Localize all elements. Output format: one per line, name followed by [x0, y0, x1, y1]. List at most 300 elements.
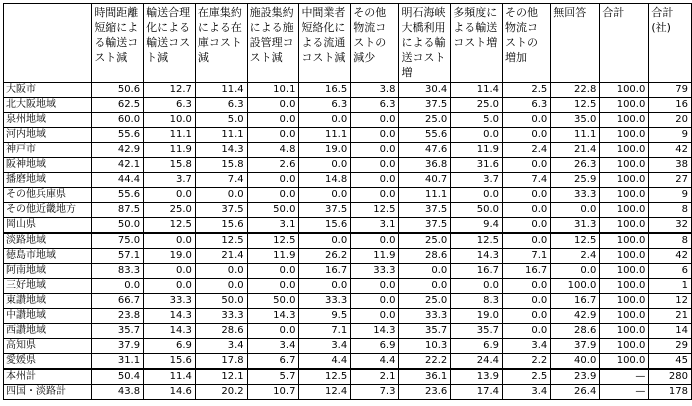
value-cell: 19.0 [144, 249, 196, 264]
data-table-container [3, 3, 692, 400]
column-header: その他物流コストの減少 [351, 4, 399, 83]
value-cell: 30.4 [399, 83, 451, 98]
value-cell: 0.0 [247, 173, 299, 188]
value-cell: 11.1 [399, 188, 451, 203]
value-cell: 9 [649, 188, 692, 203]
value-cell: 4.4 [299, 354, 351, 370]
value-cell: 87.5 [92, 203, 144, 218]
value-cell: 6 [649, 264, 692, 279]
value-cell: 50.0 [92, 218, 144, 234]
value-cell: 3.4 [503, 339, 551, 354]
value-cell: 100.0 [600, 128, 649, 143]
value-cell: 100.0 [600, 339, 649, 354]
value-cell: 11.1 [144, 128, 196, 143]
column-header: 時間距離短縮による輸送コスト減 [92, 4, 144, 83]
row-label: 河内地域 [4, 128, 92, 143]
value-cell: 6.3 [503, 98, 551, 113]
value-cell: 0.0 [299, 233, 351, 249]
value-cell: 100.0 [600, 324, 649, 339]
value-cell: 16.7 [451, 264, 503, 279]
value-cell: 6.3 [144, 98, 196, 113]
value-cell: 40.7 [399, 173, 451, 188]
value-cell: 42.1 [92, 158, 144, 173]
value-cell: 25.0 [399, 233, 451, 249]
value-cell: 8.3 [451, 294, 503, 309]
value-cell: 16.7 [551, 294, 600, 309]
value-cell: 0.0 [247, 188, 299, 203]
value-cell: 21.4 [195, 249, 247, 264]
table-row [4, 113, 692, 128]
value-cell: 10.3 [399, 339, 451, 354]
value-cell: 6.3 [195, 98, 247, 113]
value-cell: 31.6 [451, 158, 503, 173]
value-cell: 0.0 [144, 188, 196, 203]
value-cell: 11.9 [247, 249, 299, 264]
value-cell: 10.7 [247, 385, 299, 400]
value-cell: 40.0 [551, 354, 600, 370]
value-cell: 55.6 [399, 128, 451, 143]
value-cell: 0.0 [351, 279, 399, 294]
value-cell: 3.4 [503, 385, 551, 400]
value-cell: 280 [649, 369, 692, 385]
value-cell: 5.7 [247, 369, 299, 385]
value-cell: 12.5 [195, 233, 247, 249]
value-cell: 15.6 [299, 218, 351, 234]
value-cell: 50.0 [247, 294, 299, 309]
value-cell: 75.0 [92, 233, 144, 249]
value-cell: — [600, 369, 649, 385]
value-cell: 12.7 [144, 83, 196, 98]
value-cell: 0.0 [551, 264, 600, 279]
value-cell: 3.8 [351, 83, 399, 98]
value-cell: 3.4 [299, 339, 351, 354]
value-cell: 0.0 [399, 264, 451, 279]
value-cell: 11.4 [451, 83, 503, 98]
value-cell: 26.3 [551, 158, 600, 173]
value-cell: 79 [649, 83, 692, 98]
value-cell: 100.0 [600, 249, 649, 264]
value-cell: 37.9 [92, 339, 144, 354]
value-cell: 0.0 [451, 188, 503, 203]
table-row [4, 369, 692, 385]
value-cell: 35.7 [92, 324, 144, 339]
header-corner-cell [4, 4, 92, 83]
value-cell: 35.7 [451, 324, 503, 339]
value-cell: 0.0 [351, 173, 399, 188]
value-cell: 55.6 [92, 188, 144, 203]
column-header: その他物流コストの増加 [503, 4, 551, 83]
value-cell: 12.5 [144, 218, 196, 234]
value-cell: 60.0 [92, 113, 144, 128]
value-cell: 42 [649, 249, 692, 264]
table-row [4, 309, 692, 324]
value-cell: 2.1 [351, 369, 399, 385]
value-cell: 44.4 [92, 173, 144, 188]
column-header: 多頻度による輸送コスト増 [451, 4, 503, 83]
row-label: 泉州地域 [4, 113, 92, 128]
value-cell: 15.8 [144, 158, 196, 173]
value-cell: 23.6 [399, 385, 451, 400]
value-cell: 0.0 [195, 279, 247, 294]
value-cell: 0.0 [299, 113, 351, 128]
value-cell: 31.3 [551, 218, 600, 234]
row-label: その他近畿地方 [4, 203, 92, 218]
value-cell: 0.0 [351, 309, 399, 324]
value-cell: 66.7 [92, 294, 144, 309]
value-cell: 2.2 [503, 354, 551, 370]
value-cell: 100.0 [600, 264, 649, 279]
value-cell: 23.8 [92, 309, 144, 324]
row-label: 愛媛県 [4, 354, 92, 370]
table-body [4, 83, 692, 400]
column-header: 中間業者短絡化による流通コスト減 [299, 4, 351, 83]
row-label: 淡路地域 [4, 233, 92, 249]
value-cell: 9.5 [299, 309, 351, 324]
table-row [4, 294, 692, 309]
value-cell: 8 [649, 233, 692, 249]
value-cell: 35.7 [399, 324, 451, 339]
value-cell: 0.0 [144, 233, 196, 249]
value-cell: 33.3 [299, 294, 351, 309]
value-cell: 0.0 [247, 128, 299, 143]
value-cell: 0.0 [503, 128, 551, 143]
value-cell: 0.0 [503, 324, 551, 339]
value-cell: 11.1 [551, 128, 600, 143]
value-cell: 100.0 [600, 309, 649, 324]
value-cell: 100.0 [551, 279, 600, 294]
value-cell: 15.6 [144, 354, 196, 370]
value-cell: 100.0 [600, 294, 649, 309]
value-cell: 0.0 [503, 233, 551, 249]
value-cell: 100.0 [600, 173, 649, 188]
value-cell: 12 [649, 294, 692, 309]
cost-effect-table [3, 3, 692, 400]
table-row [4, 339, 692, 354]
table-row [4, 249, 692, 264]
value-cell: 38 [649, 158, 692, 173]
value-cell: 0.0 [503, 113, 551, 128]
row-label: 播磨地域 [4, 173, 92, 188]
value-cell: 16.7 [503, 264, 551, 279]
value-cell: 14.3 [195, 143, 247, 158]
value-cell: 100.0 [600, 279, 649, 294]
value-cell: 43.8 [92, 385, 144, 400]
value-cell: 21 [649, 309, 692, 324]
value-cell: 11.1 [299, 128, 351, 143]
value-cell: 5.0 [195, 113, 247, 128]
value-cell: 25.0 [399, 294, 451, 309]
value-cell: 0.0 [299, 158, 351, 173]
value-cell: 12.5 [351, 203, 399, 218]
value-cell: 100.0 [600, 188, 649, 203]
value-cell: 1 [649, 279, 692, 294]
value-cell: 62.5 [92, 98, 144, 113]
value-cell: 11.9 [144, 143, 196, 158]
value-cell: 27 [649, 173, 692, 188]
value-cell: 12.4 [299, 385, 351, 400]
value-cell: 7.4 [195, 173, 247, 188]
value-cell: 11.9 [351, 249, 399, 264]
value-cell: 12.1 [195, 369, 247, 385]
value-cell: 14.3 [351, 324, 399, 339]
value-cell: 0.0 [351, 233, 399, 249]
value-cell: — [600, 385, 649, 400]
value-cell: 57.1 [92, 249, 144, 264]
header-row [4, 4, 692, 83]
column-header: 合計 [600, 4, 649, 83]
value-cell: 14.3 [247, 309, 299, 324]
value-cell: 14.3 [144, 309, 196, 324]
value-cell: 7.1 [299, 324, 351, 339]
value-cell: 6.9 [144, 339, 196, 354]
value-cell: 25.0 [451, 98, 503, 113]
row-label: 北大阪地域 [4, 98, 92, 113]
value-cell: 28.6 [195, 324, 247, 339]
row-label: 大阪市 [4, 83, 92, 98]
value-cell: 100.0 [600, 354, 649, 370]
value-cell: 16.5 [299, 83, 351, 98]
table-row [4, 143, 692, 158]
row-label: その他兵庫県 [4, 188, 92, 203]
value-cell: 10.0 [144, 113, 196, 128]
table-row [4, 354, 692, 370]
value-cell: 0.0 [503, 309, 551, 324]
value-cell: 0.0 [351, 188, 399, 203]
value-cell: 36.1 [399, 369, 451, 385]
value-cell: 100.0 [600, 203, 649, 218]
table-row [4, 203, 692, 218]
value-cell: 35.0 [551, 113, 600, 128]
value-cell: 33.3 [399, 309, 451, 324]
value-cell: 0.0 [351, 128, 399, 143]
value-cell: 15.8 [195, 158, 247, 173]
value-cell: 17.4 [451, 385, 503, 400]
value-cell: 37.5 [399, 218, 451, 234]
table-row [4, 233, 692, 249]
value-cell: 25.9 [551, 173, 600, 188]
table-row [4, 128, 692, 143]
value-cell: 0.0 [551, 203, 600, 218]
value-cell: 31.1 [92, 354, 144, 370]
value-cell: 100.0 [600, 158, 649, 173]
row-label: 神戸市 [4, 143, 92, 158]
value-cell: 3.1 [351, 218, 399, 234]
value-cell: 22.2 [399, 354, 451, 370]
value-cell: 3.7 [451, 173, 503, 188]
value-cell: 0.0 [503, 203, 551, 218]
column-header: 輸送合理化による輸送コスト減 [144, 4, 196, 83]
value-cell: 12.5 [299, 369, 351, 385]
value-cell: 0.0 [351, 143, 399, 158]
value-cell: 25.0 [144, 203, 196, 218]
value-cell: 0.0 [195, 264, 247, 279]
value-cell: 45 [649, 354, 692, 370]
value-cell: 42.9 [551, 309, 600, 324]
value-cell: 32 [649, 218, 692, 234]
value-cell: 7.4 [503, 173, 551, 188]
value-cell: 36.8 [399, 158, 451, 173]
value-cell: 47.6 [399, 143, 451, 158]
value-cell: 0.0 [503, 158, 551, 173]
table-row [4, 188, 692, 203]
value-cell: 16 [649, 98, 692, 113]
value-cell: 16.7 [299, 264, 351, 279]
value-cell: 0.0 [247, 98, 299, 113]
value-cell: 0.0 [451, 128, 503, 143]
value-cell: 100.0 [600, 143, 649, 158]
value-cell: 0.0 [503, 279, 551, 294]
value-cell: 29 [649, 339, 692, 354]
value-cell: 37.5 [299, 203, 351, 218]
value-cell: 24.4 [451, 354, 503, 370]
value-cell: 28.6 [551, 324, 600, 339]
value-cell: 23.9 [551, 369, 600, 385]
value-cell: 50.0 [451, 203, 503, 218]
value-cell: 4.4 [351, 354, 399, 370]
column-header: 在庫集約による在庫コスト減 [195, 4, 247, 83]
table-row [4, 83, 692, 98]
value-cell: 0.0 [503, 294, 551, 309]
value-cell: 33.3 [195, 309, 247, 324]
row-label: 三好地域 [4, 279, 92, 294]
value-cell: 5.0 [451, 113, 503, 128]
table-row [4, 385, 692, 400]
row-label: 阿南地域 [4, 264, 92, 279]
table-row [4, 279, 692, 294]
value-cell: 12.5 [551, 98, 600, 113]
value-cell: 6.3 [351, 98, 399, 113]
value-cell: 83.3 [92, 264, 144, 279]
value-cell: 20 [649, 113, 692, 128]
value-cell: 100.0 [600, 98, 649, 113]
value-cell: 0.0 [195, 188, 247, 203]
value-cell: 178 [649, 385, 692, 400]
row-label: 中讃地域 [4, 309, 92, 324]
value-cell: 14.3 [144, 324, 196, 339]
value-cell: 7.1 [503, 249, 551, 264]
column-header: 施設集約による施設管理コスト減 [247, 4, 299, 83]
value-cell: 14 [649, 324, 692, 339]
value-cell: 37.5 [399, 203, 451, 218]
value-cell: 100.0 [600, 218, 649, 234]
value-cell: 0.0 [247, 264, 299, 279]
value-cell: 9.4 [451, 218, 503, 234]
value-cell: 50.0 [247, 203, 299, 218]
value-cell: 100.0 [600, 83, 649, 98]
row-label: 本州計 [4, 369, 92, 385]
value-cell: 0.0 [503, 188, 551, 203]
value-cell: 12.5 [247, 233, 299, 249]
value-cell: 26.4 [551, 385, 600, 400]
value-cell: 10.1 [247, 83, 299, 98]
value-cell: 13.9 [451, 369, 503, 385]
value-cell: 12.5 [451, 233, 503, 249]
value-cell: 6.9 [351, 339, 399, 354]
column-header: 無回答 [551, 4, 600, 83]
value-cell: 0.0 [144, 279, 196, 294]
table-row [4, 158, 692, 173]
value-cell: 28.6 [399, 249, 451, 264]
value-cell: 0.0 [351, 158, 399, 173]
value-cell: 42 [649, 143, 692, 158]
value-cell: 14.8 [299, 173, 351, 188]
value-cell: 3.4 [195, 339, 247, 354]
value-cell: 11.4 [144, 369, 196, 385]
value-cell: 0.0 [144, 264, 196, 279]
value-cell: 33.3 [144, 294, 196, 309]
value-cell: 2.6 [247, 158, 299, 173]
table-row [4, 218, 692, 234]
value-cell: 33.3 [351, 264, 399, 279]
row-label: 徳島市地域 [4, 249, 92, 264]
value-cell: 2.5 [503, 83, 551, 98]
value-cell: 19.0 [451, 309, 503, 324]
value-cell: 37.9 [551, 339, 600, 354]
table-row [4, 173, 692, 188]
value-cell: 17.8 [195, 354, 247, 370]
value-cell: 100.0 [600, 233, 649, 249]
table-row [4, 264, 692, 279]
row-label: 西讃地域 [4, 324, 92, 339]
value-cell: 6.7 [247, 354, 299, 370]
value-cell: 50.4 [92, 369, 144, 385]
value-cell: 14.3 [451, 249, 503, 264]
value-cell: 0.0 [351, 294, 399, 309]
value-cell: 8 [649, 203, 692, 218]
row-label: 東讃地域 [4, 294, 92, 309]
value-cell: 37.5 [399, 98, 451, 113]
value-cell: 100.0 [600, 113, 649, 128]
value-cell: 0.0 [451, 279, 503, 294]
row-label: 四国・淡路計 [4, 385, 92, 400]
value-cell: 0.0 [299, 279, 351, 294]
value-cell: 25.0 [399, 113, 451, 128]
value-cell: 11.9 [451, 143, 503, 158]
value-cell: 0.0 [399, 279, 451, 294]
value-cell: 14.6 [144, 385, 196, 400]
value-cell: 11.4 [195, 83, 247, 98]
value-cell: 0.0 [247, 113, 299, 128]
value-cell: 55.6 [92, 128, 144, 143]
row-label: 高知県 [4, 339, 92, 354]
value-cell: 0.0 [92, 279, 144, 294]
value-cell: 50.0 [195, 294, 247, 309]
row-label: 岡山県 [4, 218, 92, 234]
table-row [4, 324, 692, 339]
value-cell: 4.8 [247, 143, 299, 158]
column-header: 明石海峡大橋利用による輸送コスト増 [399, 4, 451, 83]
value-cell: 22.8 [551, 83, 600, 98]
value-cell: 12.5 [551, 233, 600, 249]
value-cell: 21.4 [551, 143, 600, 158]
value-cell: 50.6 [92, 83, 144, 98]
value-cell: 26.2 [299, 249, 351, 264]
value-cell: 2.4 [503, 143, 551, 158]
value-cell: 0.0 [299, 188, 351, 203]
value-cell: 6.9 [451, 339, 503, 354]
value-cell: 20.2 [195, 385, 247, 400]
row-label: 阪神地域 [4, 158, 92, 173]
value-cell: 42.9 [92, 143, 144, 158]
value-cell: 37.5 [195, 203, 247, 218]
value-cell: 2.4 [551, 249, 600, 264]
value-cell: 0.0 [247, 324, 299, 339]
value-cell: 9 [649, 128, 692, 143]
value-cell: 0.0 [503, 218, 551, 234]
value-cell: 11.1 [195, 128, 247, 143]
value-cell: 6.3 [299, 98, 351, 113]
value-cell: 0.0 [247, 279, 299, 294]
